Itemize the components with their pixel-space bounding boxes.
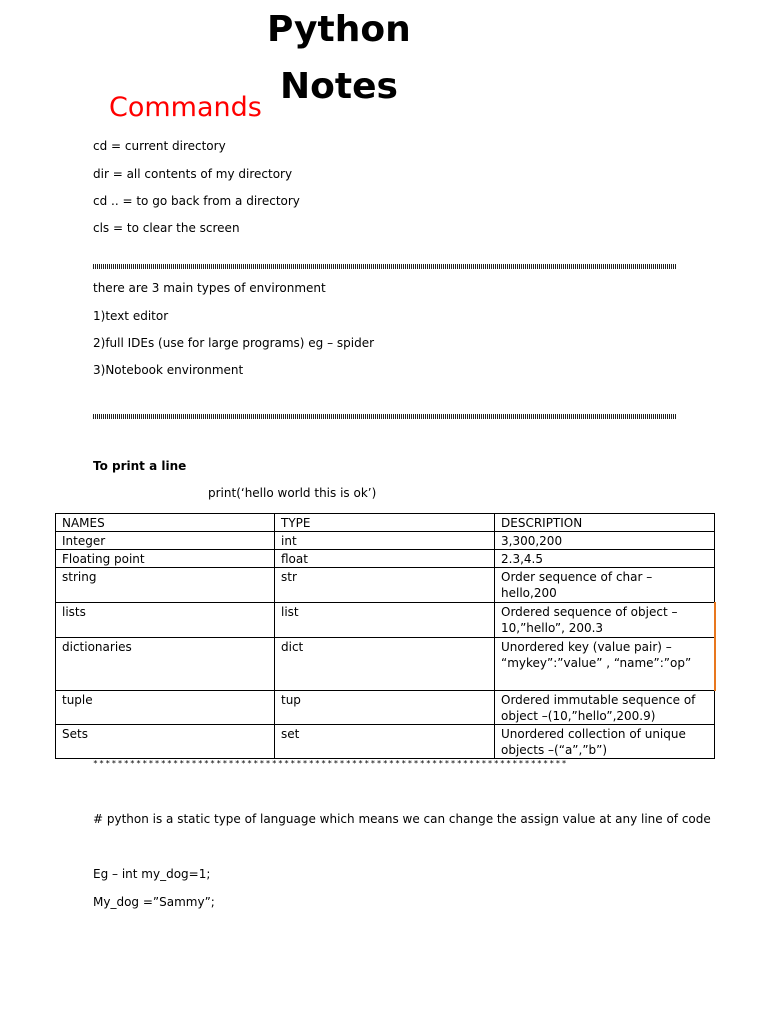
table-row <box>56 725 715 759</box>
environment-item-ide: 2)full IDEs (use for large programs) eg – spider <box>93 336 375 350</box>
cell-type: list <box>275 603 495 638</box>
cell-type: set <box>275 725 495 759</box>
cell-description: Ordered immutable sequence of object –(10,”hello”,200.9) <box>495 691 715 725</box>
cell-description: 3,300,200 <box>495 532 715 550</box>
cell-name: tuple <box>56 691 275 725</box>
cell-type: float <box>275 550 495 568</box>
print-example: print(‘hello world this is ok’) <box>208 486 377 500</box>
commands-heading: Commands <box>109 92 262 123</box>
command-item-cd-back: cd .. = to go back from a directory <box>93 194 300 208</box>
cell-type: tup <box>275 691 495 725</box>
command-item-dir: dir = all contents of my directory <box>93 167 293 181</box>
table-row <box>56 603 715 638</box>
divider-line <box>93 264 676 269</box>
table-row <box>56 638 715 691</box>
table-row <box>56 532 715 550</box>
static-type-note: # python is a static type of language which means we can change the assign value at any line of code <box>93 812 711 826</box>
table-header-row <box>56 514 715 532</box>
table-row <box>56 550 715 568</box>
cell-type: dict <box>275 638 495 691</box>
command-item-cls: cls = to clear the screen <box>93 221 240 235</box>
environment-intro: there are 3 main types of environment <box>93 281 326 295</box>
cell-description: Order sequence of char – hello,200 <box>495 568 715 603</box>
table-row <box>56 568 715 603</box>
header-type: TYPE <box>275 514 495 532</box>
cell-type: str <box>275 568 495 603</box>
table-row <box>56 691 715 725</box>
data-types-table <box>55 513 716 759</box>
cell-description: Unordered key (value pair) – “mykey”:”value” , “name”:”op” <box>495 638 715 691</box>
cell-description: 2.3,4.5 <box>495 550 715 568</box>
cell-name: string <box>56 568 275 603</box>
cell-description: Unordered collection of unique objects –(“a”,”b”) <box>495 725 715 759</box>
environment-item-notebook: 3)Notebook environment <box>93 363 244 377</box>
star-divider: ***************************************************************************** <box>93 759 568 768</box>
example-line-string: My_dog =”Sammy”; <box>93 895 215 909</box>
example-line-int: Eg – int my_dog=1; <box>93 867 211 881</box>
cell-name: Integer <box>56 532 275 550</box>
header-names: NAMES <box>56 514 275 532</box>
environment-item-text-editor: 1)text editor <box>93 309 169 323</box>
cell-name: Floating point <box>56 550 275 568</box>
title-python: Python <box>267 9 411 50</box>
cell-name: Sets <box>56 725 275 759</box>
command-item-cd: cd = current directory <box>93 139 226 153</box>
cell-description: Ordered sequence of object – 10,”hello”, 200.3 <box>495 603 715 638</box>
divider-line <box>93 414 676 419</box>
cell-name: lists <box>56 603 275 638</box>
cell-type: int <box>275 532 495 550</box>
print-heading: To print a line <box>93 459 187 473</box>
title-notes: Notes <box>280 66 398 107</box>
cell-name: dictionaries <box>56 638 275 691</box>
header-description: DESCRIPTION <box>495 514 715 532</box>
